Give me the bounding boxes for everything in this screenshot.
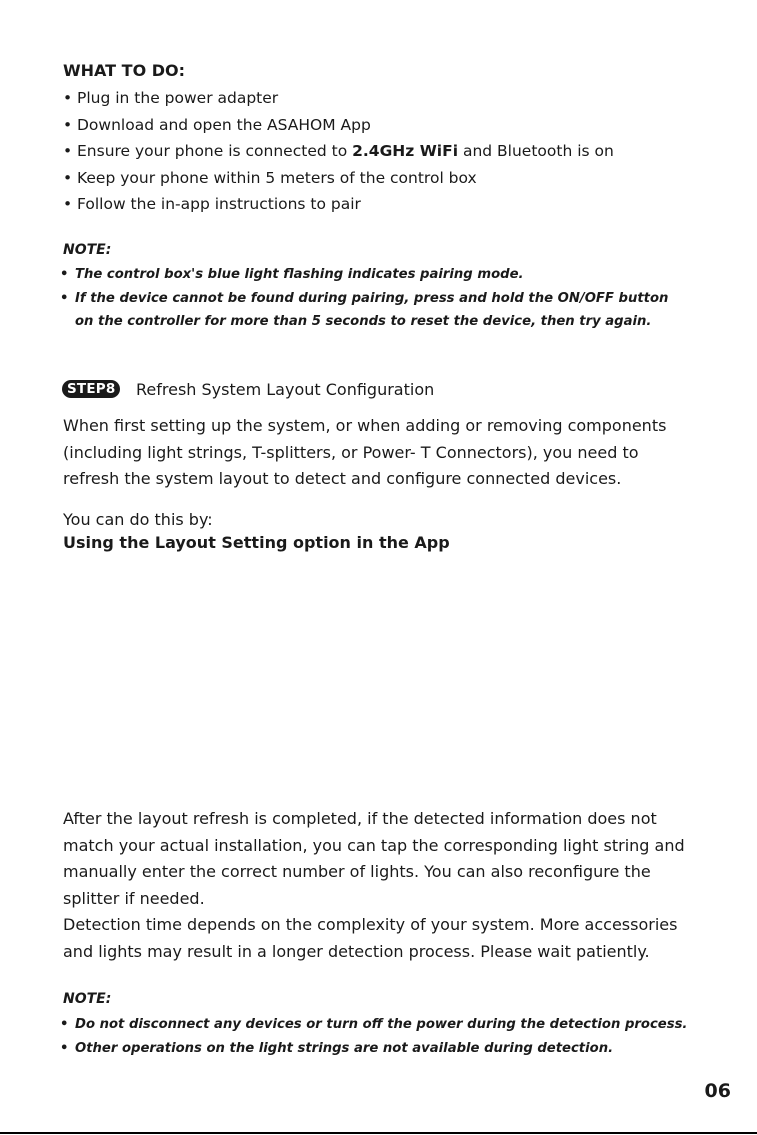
list-item: • Follow the in-app instructions to pair [63,191,614,218]
step-badge: STEP8 [62,380,120,398]
note-label: NOTE: [63,242,112,258]
bullet-icon: • [63,195,73,213]
note-item: • Do not disconnect any devices or turn off the power during the detection process. [60,1013,687,1037]
bottom-rule [0,1132,757,1134]
bullet-icon: • [60,267,69,282]
what-to-do-list [63,85,614,218]
illustration-area [63,565,693,785]
note-list [60,263,668,334]
bullet-icon: • [60,1017,69,1032]
note-item: • If the device cannot be found during pairing, press and hold the ON/OFF button on the controller for more than 5 seconds to reset the device, then try again. [60,287,668,334]
list-item: • Plug in the power adapter [63,85,614,112]
wifi-band-emphasis: 2.4GHz WiFi [352,142,459,160]
bullet-icon: • [63,115,73,134]
list-item: • Keep your phone within 5 meters of the control box [63,165,614,192]
list-item: • Download and open the ASAHOM App [63,112,614,139]
step-intro: You can do this by: [63,510,213,529]
note-item: • The control box's blue light flashing indicates pairing mode. [60,263,668,287]
step-method: Using the Layout Setting option in the App [63,533,450,552]
page-number: 06 [704,1080,731,1102]
what-to-do-heading: WHAT TO DO: [63,61,186,80]
list-item: • Ensure your phone is connected to 2.4GHz WiFi and Bluetooth is on [63,138,614,165]
step-description: When first setting up the system, or when adding or removing components (including light strings, T-splitters, or Power- T Connectors), you need to refresh the system layout to detect and configure connected devices. [63,416,667,488]
step-title: Refresh System Layout Configuration [136,380,435,399]
bullet-icon: • [63,89,73,107]
note-label: NOTE: [63,991,112,1007]
bullet-icon: • [60,290,69,306]
bullet-icon: • [63,142,73,160]
bullet-icon: • [60,1040,69,1056]
note-item: • Other operations on the light strings are not available during detection. [60,1037,687,1061]
bullet-icon: • [63,168,73,187]
note-list [60,1013,687,1060]
after-refresh-text: After the layout refresh is completed, if the detected information does not match your actual installation, you can tap the corresponding light string and manually enter the correct number of lights. You can also reconfigure the splitter if needed. Detection time depends on the complexity of your system. More accessories and lights may result in a longer detection process. Please wait patiently. [63,809,685,961]
